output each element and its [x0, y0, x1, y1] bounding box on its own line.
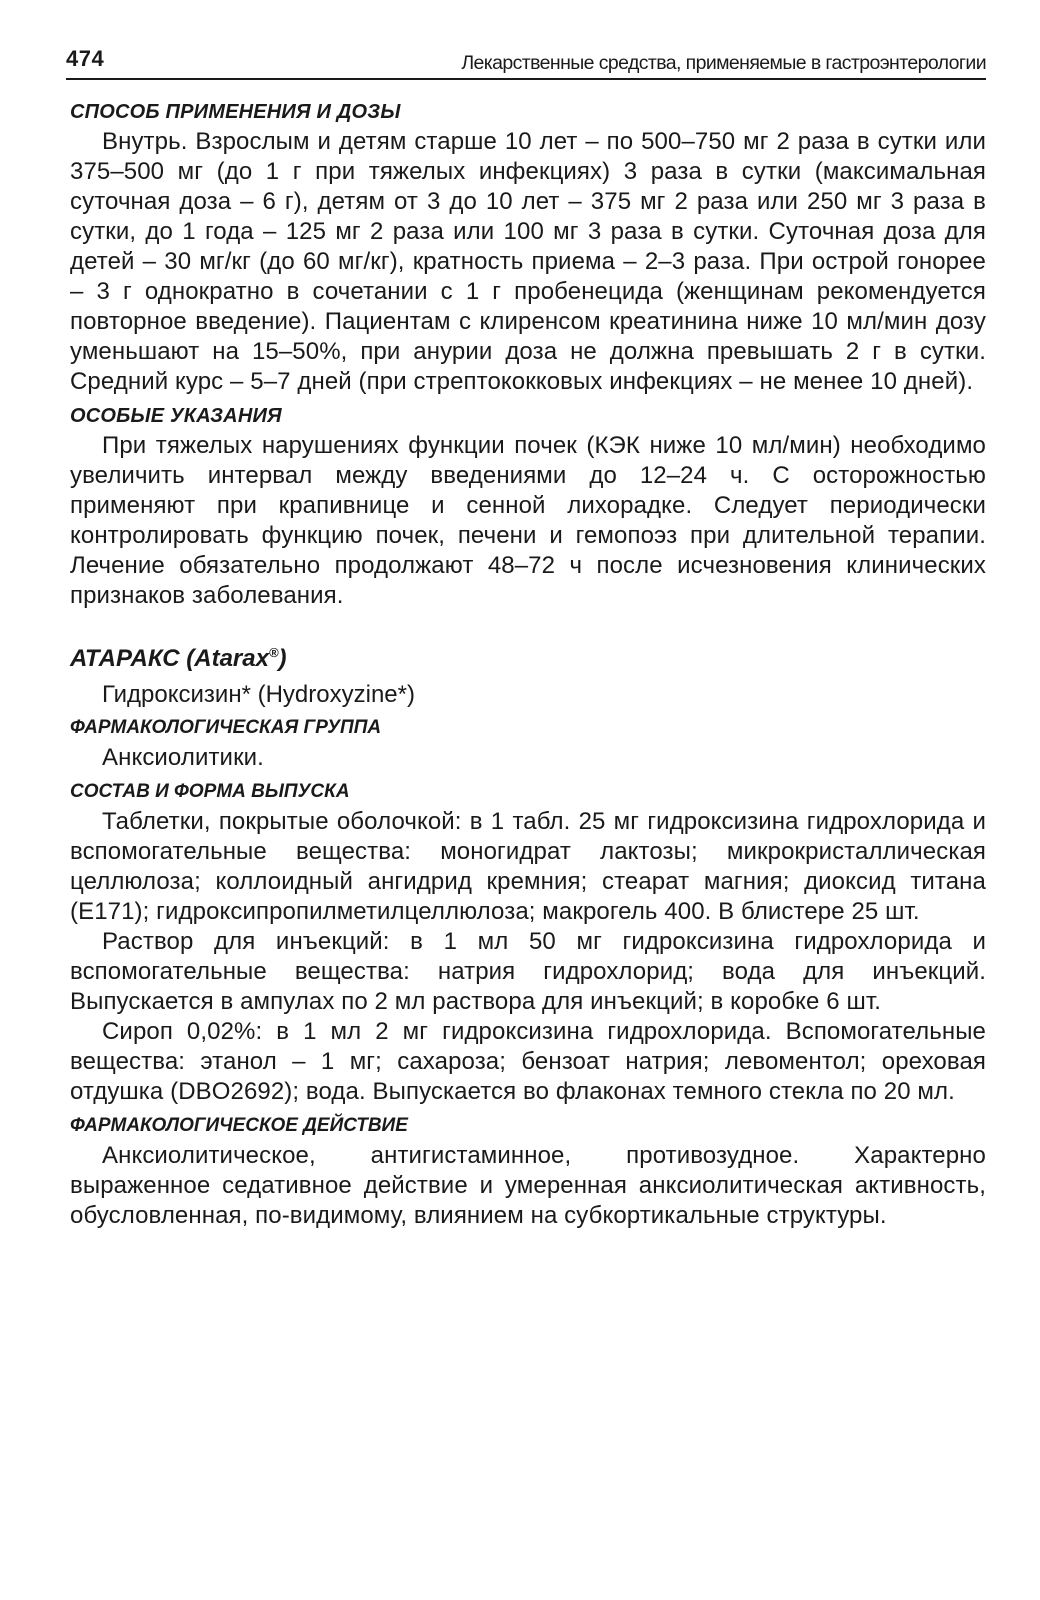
pharm-group-text: Анксиолитики. — [102, 744, 264, 771]
page-body — [70, 97, 986, 1231]
drug-title-name: АТАРАКС (Atarax — [70, 645, 269, 672]
pharm-action-text: Анксиолитическое, антигистаминное, противозудное. Характерно выраженное седативное действие и умеренная анксиолитическая активность, обусловленная, по-видимому, влиянием на субкортикальные структуры. — [70, 1142, 986, 1229]
header-divider — [66, 78, 986, 80]
registered-mark: ® — [268, 645, 279, 660]
drug-title-close: ) — [278, 645, 287, 672]
special-notes-text: При тяжелых нарушениях функции почек (КЭК ниже 10 мл/мин) необходимо увеличить интервал между введениями до 12–24 ч. С осторожностью применяют при крапивнице и сенной лихорадке. Следует периодически контролировать функцию почек, печени и гемопоэз при длительной терапии. Лечение обязательно продолжают 48–72 ч после исчезновения клинических признаков заболевания. — [70, 432, 986, 609]
pharm-action-heading: ФАРМАКОЛОГИЧЕСКОЕ ДЕЙСТВИЕ — [70, 1115, 408, 1136]
composition-syrup: Сироп 0,02%: в 1 мл 2 мг гидроксизина гидрохлорида. Вспомогательные вещества: этанол – 1 мг; сахароза; бензоат натрия; левоментол; ореховая отдушка (DBO2692); вода. Выпускается во флаконах темного стекла по 20 мл. — [70, 1018, 986, 1105]
section-heading-dosage: СПОСОБ ПРИМЕНЕНИЯ И ДОЗЫ — [70, 101, 401, 123]
page-header — [66, 40, 986, 80]
drug-title — [70, 637, 986, 675]
running-title: Лекарственные средства, применяемые в гастроэнтерологии — [461, 52, 986, 74]
composition-injection: Раствор для инъекций: в 1 мл 50 мг гидроксизина гидрохлорида и вспомогательные вещества: натрия гидрохлорид; вода для инъекций. Выпускается в ампулах по 2 мл раствора для инъекций; в коробке 6 шт. — [70, 928, 986, 1015]
section-heading-special-notes: ОСОБЫЕ УКАЗАНИЯ — [70, 405, 282, 427]
pharm-group-heading: ФАРМАКОЛОГИЧЕСКАЯ ГРУППА — [70, 717, 382, 738]
drug-generic-name: Гидроксизин* (Hydroxyzine*) — [102, 681, 415, 708]
dosage-text: Внутрь. Взрослым и детям старше 10 лет – по 500–750 мг 2 раза в сутки или 375–500 мг (до 1 г при тяжелых инфекциях) 3 раза в сутки (максимальная суточная доза – 6 г), детям от 3 до 10 лет – 375 мг 2 раза или 250 мг 3 раза в сутки, до 1 года – 125 мг 2 раза или 100 мг 3 раза в сутки. Суточная доза для детей – 30 мг/кг (до 60 мг/кг), кратность приема – 2–3 раза. При острой гонорее – 3 г однократно в сочетании с 1 г пробенецида (женщинам рекомендуется повторное введение). Пациентам с клиренсом креатинина ниже 10 мл/мин дозу уменьшают на 15–50%, при анурии доза не должна превышать 2 г в сутки. Средний курс – 5–7 дней (при стрептококковых инфекциях – не менее 10 дней). — [70, 128, 986, 395]
composition-heading: СОСТАВ И ФОРМА ВЫПУСКА — [70, 781, 350, 802]
page-number: 474 — [66, 46, 105, 71]
composition-tablets: Таблетки, покрытые оболочкой: в 1 табл. 25 мг гидроксизина гидрохлорида и вспомогательные вещества: моногидрат лактозы; микрокристаллическая целлюлоза; коллоидный ангидрид кремния; стеарат магния; диоксид титана (E171); гидроксипропилметилцеллюлоза; макрогель 400. В блистере 25 шт. — [70, 808, 986, 925]
